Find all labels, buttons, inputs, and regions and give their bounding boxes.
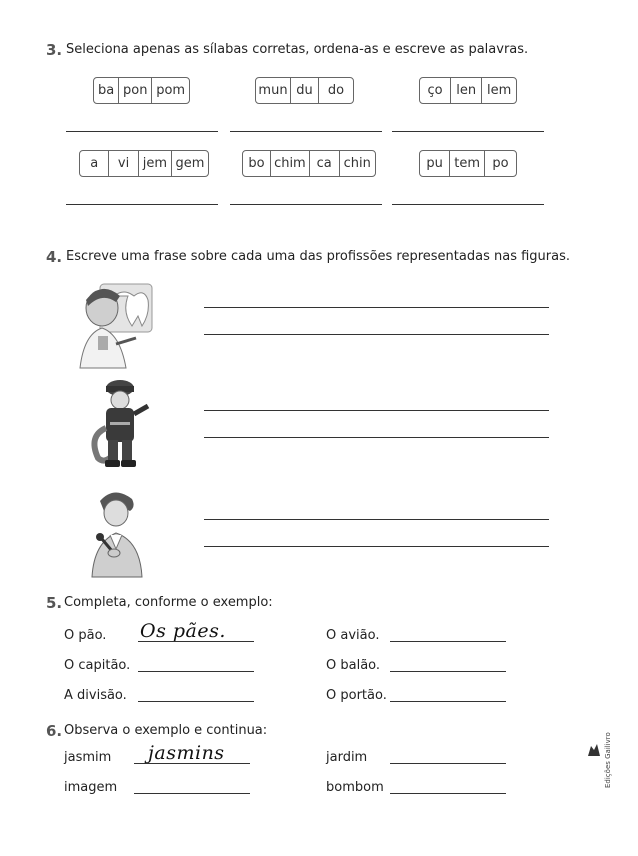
publisher-logo-icon bbox=[586, 742, 602, 758]
syllable-group-2 bbox=[255, 77, 354, 104]
syllable[interactable]: len bbox=[450, 78, 481, 103]
syllable[interactable]: pon bbox=[118, 78, 151, 103]
syllable[interactable]: bo bbox=[248, 156, 265, 171]
q3-instruction: Seleciona apenas as sílabas corretas, ordena-as e escreve as palavras. bbox=[66, 42, 529, 57]
answer-line[interactable] bbox=[204, 410, 549, 411]
word-label: A divisão. bbox=[64, 688, 127, 703]
answer-line[interactable] bbox=[138, 671, 254, 672]
q5-number: 5. bbox=[46, 594, 63, 612]
q4-number: 4. bbox=[46, 248, 63, 266]
q4-instruction: Escreve uma frase sobre cada uma das profissões representadas nas figuras. bbox=[66, 249, 570, 264]
q6-instruction: Observa o exemplo e continua: bbox=[64, 723, 268, 738]
q5-instruction: Completa, conforme o exemplo: bbox=[64, 595, 273, 610]
answer-line[interactable] bbox=[134, 793, 250, 794]
word-label: O pão. bbox=[64, 628, 107, 643]
syllable[interactable]: jem bbox=[138, 151, 171, 176]
example-answer: Os pães. bbox=[140, 620, 226, 642]
syllable[interactable]: pom bbox=[151, 78, 189, 103]
word-label: jardim bbox=[326, 750, 368, 765]
syllable[interactable]: chim bbox=[270, 151, 309, 176]
answer-line[interactable] bbox=[230, 204, 382, 205]
syllable[interactable]: gem bbox=[171, 151, 208, 176]
example-answer: jasmins bbox=[148, 742, 225, 764]
answer-line[interactable] bbox=[390, 793, 506, 794]
syllable-group-6 bbox=[419, 150, 517, 177]
word-label: jasmim bbox=[64, 750, 112, 765]
syllable[interactable]: ba bbox=[98, 83, 115, 98]
q6-number: 6. bbox=[46, 722, 63, 740]
answer-line[interactable] bbox=[204, 437, 549, 438]
syllable[interactable]: do bbox=[318, 78, 353, 103]
singer-illustration bbox=[86, 487, 152, 579]
answer-line[interactable] bbox=[390, 701, 506, 702]
answer-line[interactable] bbox=[390, 641, 506, 642]
syllable[interactable]: chin bbox=[339, 151, 375, 176]
syllable[interactable]: du bbox=[290, 78, 318, 103]
syllable[interactable]: po bbox=[484, 151, 516, 176]
firefighter-illustration bbox=[86, 378, 152, 470]
syllable[interactable]: vi bbox=[108, 151, 137, 176]
syllable[interactable]: a bbox=[90, 156, 99, 171]
publisher-name: Edições Gailivro bbox=[604, 732, 612, 788]
word-label: bombom bbox=[326, 780, 384, 795]
syllable[interactable]: ca bbox=[309, 151, 339, 176]
dentist-illustration bbox=[72, 278, 158, 370]
syllable-group-1 bbox=[93, 77, 190, 104]
answer-line[interactable] bbox=[392, 131, 544, 132]
word-label: O avião. bbox=[326, 628, 380, 643]
answer-line[interactable] bbox=[204, 546, 549, 547]
syllable[interactable]: ço bbox=[427, 83, 443, 98]
answer-line[interactable] bbox=[204, 334, 549, 335]
word-label: O capitão. bbox=[64, 658, 131, 673]
syllable[interactable]: mun bbox=[258, 83, 288, 98]
syllable-group-3 bbox=[419, 77, 517, 104]
word-label: imagem bbox=[64, 780, 118, 795]
syllable[interactable]: lem bbox=[481, 78, 516, 103]
answer-line[interactable] bbox=[134, 763, 250, 764]
syllable[interactable]: tem bbox=[449, 151, 484, 176]
answer-line[interactable] bbox=[204, 307, 549, 308]
answer-line[interactable] bbox=[66, 204, 218, 205]
answer-line[interactable] bbox=[138, 641, 254, 642]
answer-line[interactable] bbox=[230, 131, 382, 132]
answer-line[interactable] bbox=[390, 671, 506, 672]
syllable-group-4 bbox=[79, 150, 209, 177]
answer-line[interactable] bbox=[392, 204, 544, 205]
answer-line[interactable] bbox=[204, 519, 549, 520]
word-label: O balão. bbox=[326, 658, 381, 673]
answer-line[interactable] bbox=[66, 131, 218, 132]
word-label: O portão. bbox=[326, 688, 387, 703]
answer-line[interactable] bbox=[138, 701, 254, 702]
answer-line[interactable] bbox=[390, 763, 506, 764]
q3-number: 3. bbox=[46, 41, 63, 59]
syllable-group-5 bbox=[242, 150, 376, 177]
syllable[interactable]: pu bbox=[426, 156, 443, 171]
